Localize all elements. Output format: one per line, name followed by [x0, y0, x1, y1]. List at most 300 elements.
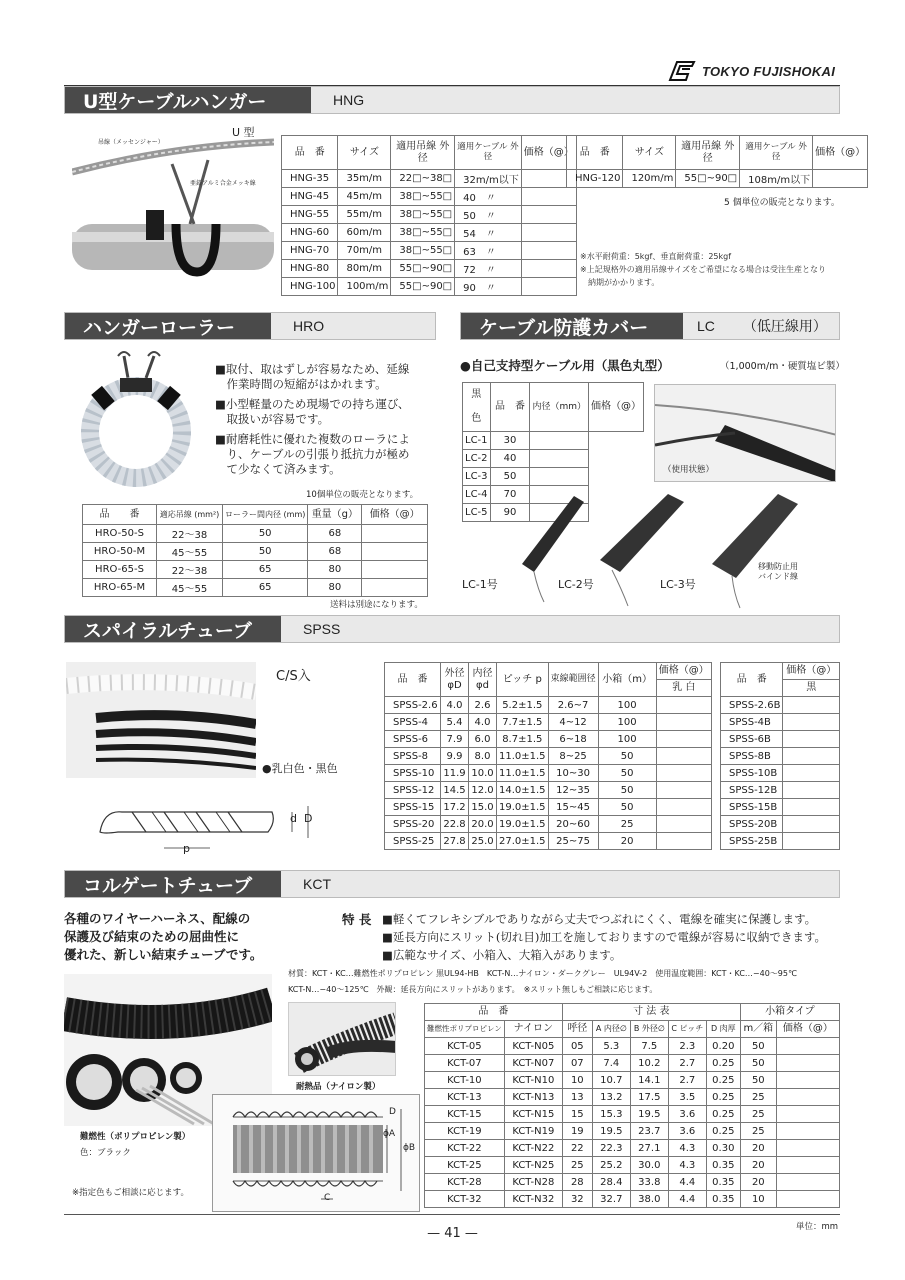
lc-subtitle-note: （1,000m/m・硬質塩ビ製）	[720, 361, 845, 372]
hro-section-header	[64, 312, 436, 340]
hro-table	[82, 504, 428, 597]
kct-col-header: D 肉厚	[706, 1021, 740, 1038]
table-cell: HNG-35	[282, 170, 338, 188]
table-cell: 28	[562, 1174, 592, 1191]
kct-feature-list	[382, 910, 840, 964]
hng-table-2	[566, 135, 868, 188]
table-cell: SPSS-8B	[721, 748, 783, 765]
table-cell: 100	[598, 697, 656, 714]
spss-col-header: 内径 φd	[469, 663, 497, 697]
kct-group-header: 小箱タイプ	[740, 1004, 839, 1021]
table-cell: SPSS-4	[385, 714, 441, 731]
table-cell: 11.0±1.5	[497, 765, 549, 782]
table-cell: 80	[308, 579, 362, 597]
company-logo-mark-icon	[668, 60, 696, 82]
table-cell: HNG-120	[567, 170, 623, 188]
table-cell: LC-4	[463, 486, 491, 504]
table-cell: KCT-28	[425, 1174, 505, 1191]
table-cell: 22.3	[592, 1140, 630, 1157]
table-cell	[783, 765, 840, 782]
table-row	[385, 833, 712, 850]
kct-caption-color: 色：ブラック	[80, 1148, 131, 1158]
hro-feature-line: ■小型軽量のため現場での持ち運び、	[215, 397, 410, 411]
table-cell: 0.25	[706, 1072, 740, 1089]
table-cell: 22～38	[157, 561, 223, 579]
hro-feature-line: ■耐磨耗性に優れた複数のローラによ	[215, 432, 410, 446]
table-row	[282, 170, 577, 188]
table-cell: 0.35	[706, 1157, 740, 1174]
table-cell	[783, 748, 840, 765]
table-row	[385, 782, 712, 799]
table-cell: 100m/m	[338, 278, 391, 296]
lc-product-label: LC-3号	[660, 578, 696, 591]
kct-material-line: 材質：KCT・KC…難燃性ポリプロピレン 黒UL94-HB KCT-N…ナイロン・ダークグレー UL94V-2 使用温度範囲：KCT・KC…−40～95℃	[288, 969, 797, 978]
table-row	[425, 1055, 840, 1072]
table-cell: HNG-70	[282, 242, 338, 260]
table-cell: 15~45	[548, 799, 598, 816]
table-cell: 10.0	[469, 765, 497, 782]
table-cell: 2.6~7	[548, 697, 598, 714]
table-row	[721, 816, 840, 833]
table-cell: 7.9	[441, 731, 469, 748]
table-row	[385, 731, 712, 748]
table-cell	[656, 765, 711, 782]
table-cell: KCT-25	[425, 1157, 505, 1174]
table-cell: 100	[598, 731, 656, 748]
hng-col-header: サイズ	[338, 136, 391, 170]
table-cell	[776, 1089, 839, 1106]
table-cell: KCT-N05	[504, 1038, 562, 1055]
table-cell: KCT-N19	[504, 1123, 562, 1140]
table-cell: 4.4	[668, 1174, 706, 1191]
table-cell: 65	[223, 561, 308, 579]
table-cell: HRO-65-M	[83, 579, 157, 597]
table-cell: SPSS-4B	[721, 714, 783, 731]
table-cell: 25	[562, 1157, 592, 1174]
table-cell: 70	[490, 486, 530, 504]
table-cell: 10.2	[630, 1055, 668, 1072]
spss-col-header: 品 番	[385, 663, 441, 697]
hanger-roller-illustration	[66, 350, 206, 490]
table-cell: 4.3	[668, 1157, 706, 1174]
table-cell: 38□~55□	[391, 206, 455, 224]
table-cell: HNG-45	[282, 188, 338, 206]
table-cell: 14.5	[441, 782, 469, 799]
table-cell: 4~12	[548, 714, 598, 731]
lc-usage-label: （使用状態）	[663, 465, 715, 475]
table-cell: 20.0	[469, 816, 497, 833]
table-cell: HRO-50-M	[83, 543, 157, 561]
table-cell	[530, 450, 589, 468]
spss-code: SPSS	[303, 621, 341, 637]
table-cell	[521, 206, 576, 224]
table-row	[463, 432, 644, 450]
kct-diagram-a: ϕA	[383, 1129, 396, 1139]
table-cell: SPSS-2.6	[385, 697, 441, 714]
table-cell: 7.7±1.5	[497, 714, 549, 731]
kct-feature-line: ■軽くてフレキシブルでありながら丈夫でつぶれにくく、電線を確実に保護します。	[382, 912, 817, 926]
hro-feature-line: ■取付、取はずしが容易なため、延線	[215, 362, 410, 376]
table-cell	[783, 714, 840, 731]
kct-col-header: B 外径∅	[630, 1021, 668, 1038]
unit-note: 単位：mm	[796, 1222, 839, 1232]
table-row	[83, 561, 428, 579]
table-cell: 10	[562, 1072, 592, 1089]
hng-col-header: 適用ケーブル 外 径	[455, 136, 522, 170]
table-cell: 8~25	[548, 748, 598, 765]
hro-feature-line: 作業時間の短縮がはかれます。	[215, 377, 387, 391]
table-cell: SPSS-12	[385, 782, 441, 799]
table-cell: HNG-60	[282, 224, 338, 242]
lc-cover-illustration	[462, 490, 836, 610]
table-cell: 50	[740, 1055, 776, 1072]
table-cell: HRO-50-S	[83, 525, 157, 543]
table-cell: 25	[740, 1123, 776, 1140]
table-row	[425, 1106, 840, 1123]
lc-code: LC	[697, 318, 715, 334]
table-row	[282, 278, 577, 296]
table-row	[721, 782, 840, 799]
hro-feature-line: 取扱いが容易です。	[215, 412, 330, 426]
hng2-col-header: サイズ	[623, 136, 676, 170]
table-cell: 13	[562, 1089, 592, 1106]
table-cell: 65	[223, 579, 308, 597]
table-cell	[776, 1106, 839, 1123]
spss-color-note: ●乳白色・黒色	[262, 762, 338, 775]
table-row	[282, 242, 577, 260]
table-row	[567, 170, 868, 188]
kct-diagram-b: ϕB	[403, 1143, 416, 1153]
table-cell: 55□~90□	[391, 260, 455, 278]
table-cell: 0.30	[706, 1140, 740, 1157]
spss-col-header: 小箱（m）	[598, 663, 656, 697]
table-cell: 5.4	[441, 714, 469, 731]
table-cell: 7.5	[630, 1038, 668, 1055]
table-cell: KCT-N25	[504, 1157, 562, 1174]
table-cell: 25	[740, 1106, 776, 1123]
table-row	[282, 206, 577, 224]
table-cell: 90 〃	[455, 278, 522, 296]
hro-col-header: ローラー間内径 (mm)	[223, 505, 308, 525]
table-cell: 50 〃	[455, 206, 522, 224]
table-cell: 22□~38□	[391, 170, 455, 188]
table-cell: 19.5	[592, 1123, 630, 1140]
lc-side-char: 黒	[471, 389, 482, 400]
table-cell: 7.4	[592, 1055, 630, 1072]
lc-side-char: 色	[471, 413, 482, 424]
kct-nylon-photo	[288, 1002, 396, 1076]
kct-col-header: 難燃性ポリプロピレン	[425, 1021, 505, 1038]
hro-code: HRO	[293, 318, 325, 334]
lc-col-header: 内径（mm）	[530, 383, 589, 432]
table-cell: HNG-100	[282, 278, 338, 296]
table-cell	[656, 714, 711, 731]
table-cell: 9.9	[441, 748, 469, 765]
table-cell: 30	[490, 432, 530, 450]
kct-feature-line: ■延長方向にスリット(切れ目)加工を施しておりますので電線が容易に収納できます。	[382, 930, 826, 944]
table-cell	[776, 1123, 839, 1140]
table-cell: SPSS-2.6B	[721, 697, 783, 714]
table-cell: 20	[740, 1174, 776, 1191]
spss-product-photo	[66, 662, 256, 778]
lc-product-label: LC-2号	[558, 578, 594, 591]
hng-code: HNG	[333, 92, 365, 108]
table-cell: 50	[223, 525, 308, 543]
table-cell: 33.8	[630, 1174, 668, 1191]
table-row	[282, 224, 577, 242]
table-cell	[521, 188, 576, 206]
table-cell: 0.25	[706, 1123, 740, 1140]
table-cell: 4.0	[469, 714, 497, 731]
hng2-col-header: 価格（@）	[813, 136, 868, 170]
lc-title: ケーブル防護カバー	[461, 313, 683, 339]
table-cell: 50	[598, 748, 656, 765]
table-cell: 80	[308, 561, 362, 579]
kct-intro-line: 各種のワイヤーハーネス、配線の	[64, 911, 251, 926]
spss-col-header: ピッチ p	[497, 663, 549, 697]
table-cell	[656, 731, 711, 748]
kct-special-note: ※指定色もご相談に応じます。	[72, 1188, 189, 1198]
kct-features-label: 特 長	[342, 912, 372, 927]
hng-col-header: 適用吊線 外 径	[391, 136, 455, 170]
table-cell: 40 〃	[455, 188, 522, 206]
kct-material-line: KCT-N…−40～125℃ 外観：延長方向にスリットがあります。 ※スリット無しもご相談に応じます。	[288, 985, 658, 994]
hro-col-header: 品 番	[83, 505, 157, 525]
table-cell: 38□~55□	[391, 224, 455, 242]
table-cell: 4.3	[668, 1140, 706, 1157]
kct-diagram-c: C	[324, 1193, 331, 1203]
table-cell	[656, 782, 711, 799]
table-cell: SPSS-6B	[721, 731, 783, 748]
table-cell	[521, 260, 576, 278]
table-row	[385, 697, 712, 714]
spiral-tube-illustration	[66, 662, 256, 778]
kct-dimension-diagram	[212, 1094, 420, 1212]
table-cell: 45～55	[157, 579, 223, 597]
table-row	[425, 1123, 840, 1140]
table-cell	[530, 468, 589, 486]
table-cell	[656, 816, 711, 833]
spss-black-col-header: 黒	[783, 680, 840, 697]
table-cell: 13.2	[592, 1089, 630, 1106]
table-cell	[656, 748, 711, 765]
table-row	[83, 543, 428, 561]
table-cell: 27.1	[630, 1140, 668, 1157]
lc-section-header	[460, 312, 840, 340]
table-row	[425, 1191, 840, 1208]
table-cell: 20	[740, 1140, 776, 1157]
table-cell: SPSS-20B	[721, 816, 783, 833]
table-cell	[362, 561, 428, 579]
table-cell: 80m/m	[338, 260, 391, 278]
table-cell: KCT-N32	[504, 1191, 562, 1208]
u-hanger-illustration	[72, 132, 274, 282]
spss-diagram-D: D	[304, 812, 313, 825]
table-cell: KCT-32	[425, 1191, 505, 1208]
table-row	[425, 1089, 840, 1106]
table-row	[425, 1174, 840, 1191]
hro-footnote: 送料は別途になります。	[330, 600, 423, 610]
table-cell: 11.9	[441, 765, 469, 782]
hng2-col-header: 適用吊線 外 径	[676, 136, 740, 170]
table-cell: KCT-N28	[504, 1174, 562, 1191]
table-cell: 12.0	[469, 782, 497, 799]
kct-title: コルゲートチューブ	[65, 871, 281, 897]
table-cell: 07	[562, 1055, 592, 1072]
table-row	[385, 748, 712, 765]
table-cell: 60m/m	[338, 224, 391, 242]
table-cell	[530, 432, 589, 450]
table-row	[385, 799, 712, 816]
table-cell: HNG-80	[282, 260, 338, 278]
kct-nylon-caption: 耐熱品（ナイロン製）	[296, 1082, 381, 1092]
table-cell: 38.0	[630, 1191, 668, 1208]
nylon-tube-illustration	[289, 1003, 396, 1076]
table-cell: LC-1	[463, 432, 491, 450]
kct-intro-line: 優れた、新しい結束チューブです。	[64, 947, 263, 962]
table-row	[385, 714, 712, 731]
spss-cs-label: C/S入	[276, 669, 311, 684]
spss-black-table	[720, 662, 840, 850]
kct-intro-line: 保護及び結束のための屈曲性に	[64, 929, 240, 944]
table-cell	[783, 816, 840, 833]
table-cell: 108m/m以下	[740, 170, 813, 188]
table-cell	[783, 697, 840, 714]
kct-section-header	[64, 870, 840, 898]
table-cell: 3.6	[668, 1123, 706, 1140]
table-cell: KCT-N07	[504, 1055, 562, 1072]
table-cell: SPSS-12B	[721, 782, 783, 799]
spss-black-col-header: 価格（@）	[783, 663, 840, 680]
table-cell: 5.3	[592, 1038, 630, 1055]
table-cell: 20~60	[548, 816, 598, 833]
table-cell: SPSS-15B	[721, 799, 783, 816]
footer-rule	[64, 1214, 840, 1215]
spss-section-header	[64, 615, 840, 643]
table-cell: 55□~90□	[676, 170, 740, 188]
lc-product-label: LC-1号	[462, 578, 498, 591]
table-cell: 50	[598, 782, 656, 799]
hng-col-header: 価格（@）	[521, 136, 576, 170]
lc-binding-note	[758, 562, 798, 582]
hng2-col-header: 適用ケーブル 外 径	[740, 136, 813, 170]
table-cell	[776, 1072, 839, 1089]
spss-col-header: 束線範囲径	[548, 663, 598, 697]
kct-group-header: 品 番	[425, 1004, 563, 1021]
page-number: — 41 —	[427, 1226, 478, 1241]
table-cell: 32	[562, 1191, 592, 1208]
table-cell	[656, 697, 711, 714]
table-row	[83, 525, 428, 543]
table-cell: 8.0	[469, 748, 497, 765]
spss-dimension-diagram	[92, 798, 332, 864]
table-cell	[813, 170, 868, 188]
table-cell: 50	[490, 468, 530, 486]
table-row	[721, 799, 840, 816]
company-logo	[668, 58, 848, 84]
table-cell: SPSS-20	[385, 816, 441, 833]
table-cell: SPSS-8	[385, 748, 441, 765]
table-cell: 50	[223, 543, 308, 561]
table-cell	[783, 731, 840, 748]
hng-table	[281, 135, 577, 296]
table-cell: 22	[562, 1140, 592, 1157]
kct-diagram-d: D	[389, 1107, 396, 1117]
table-row	[721, 714, 840, 731]
table-cell: 72 〃	[455, 260, 522, 278]
lc-code-suffix: （低圧線用）	[742, 318, 827, 334]
table-cell	[776, 1038, 839, 1055]
spss-diagram-d: d	[290, 812, 297, 825]
table-cell: 22～38	[157, 525, 223, 543]
table-cell: 120m/m	[623, 170, 676, 188]
table-cell: 55m/m	[338, 206, 391, 224]
spiral-dimension-drawing	[92, 798, 332, 864]
table-row	[721, 765, 840, 782]
table-cell: 11.0±1.5	[497, 748, 549, 765]
table-cell: 25.2	[592, 1157, 630, 1174]
table-row	[721, 748, 840, 765]
table-cell	[521, 242, 576, 260]
table-cell: KCT-07	[425, 1055, 505, 1072]
table-row	[425, 1157, 840, 1174]
hro-feature-list	[215, 362, 440, 477]
table-row	[721, 833, 840, 850]
table-cell: 5.2±1.5	[497, 697, 549, 714]
table-cell: 50	[598, 799, 656, 816]
table-cell: 6~18	[548, 731, 598, 748]
kct-col-header: m／箱	[740, 1021, 776, 1038]
table-cell: 0.20	[706, 1038, 740, 1055]
table-cell	[656, 799, 711, 816]
hro-feature-line: り、ケーブルの引張り抵抗力が極め	[215, 447, 410, 461]
hng-col-header: 品 番	[282, 136, 338, 170]
table-cell: KCT-13	[425, 1089, 505, 1106]
table-cell: SPSS-6	[385, 731, 441, 748]
table-cell: 3.5	[668, 1089, 706, 1106]
hro-col-header: 重量（g）	[308, 505, 362, 525]
table-cell: 27.8	[441, 833, 469, 850]
table-cell: 32m/m以下	[455, 170, 522, 188]
table-cell: 25	[740, 1089, 776, 1106]
spss-col-header: 外径 φD	[441, 663, 469, 697]
kct-feature-line: ■広範なサイズ、小箱入、大箱入があります。	[382, 948, 622, 962]
table-cell	[776, 1055, 839, 1072]
table-cell: 12~35	[548, 782, 598, 799]
table-cell: 45～55	[157, 543, 223, 561]
table-row	[425, 1038, 840, 1055]
spss-diagram-p: p	[183, 842, 190, 855]
table-cell: 20	[598, 833, 656, 850]
table-cell: 0.25	[706, 1055, 740, 1072]
table-cell: 38□~55□	[391, 242, 455, 260]
hng-type-label: U 型	[232, 126, 255, 139]
table-cell	[656, 833, 711, 850]
hng-unit-note: 5 個単位の販売となります。	[724, 198, 840, 208]
hro-product-photo	[66, 350, 206, 490]
hng-note-line: ※水平耐荷重：5kgf、垂直耐荷重：25kgf	[580, 252, 732, 261]
table-cell: 19.0±1.5	[497, 816, 549, 833]
table-row	[385, 765, 712, 782]
table-cell	[783, 833, 840, 850]
table-row	[721, 731, 840, 748]
lc-usage-photo	[654, 384, 836, 482]
table-cell: LC-3	[463, 468, 491, 486]
spss-title: スパイラルチューブ	[65, 616, 281, 642]
table-cell	[776, 1140, 839, 1157]
table-cell: 05	[562, 1038, 592, 1055]
table-cell: 17.2	[441, 799, 469, 816]
